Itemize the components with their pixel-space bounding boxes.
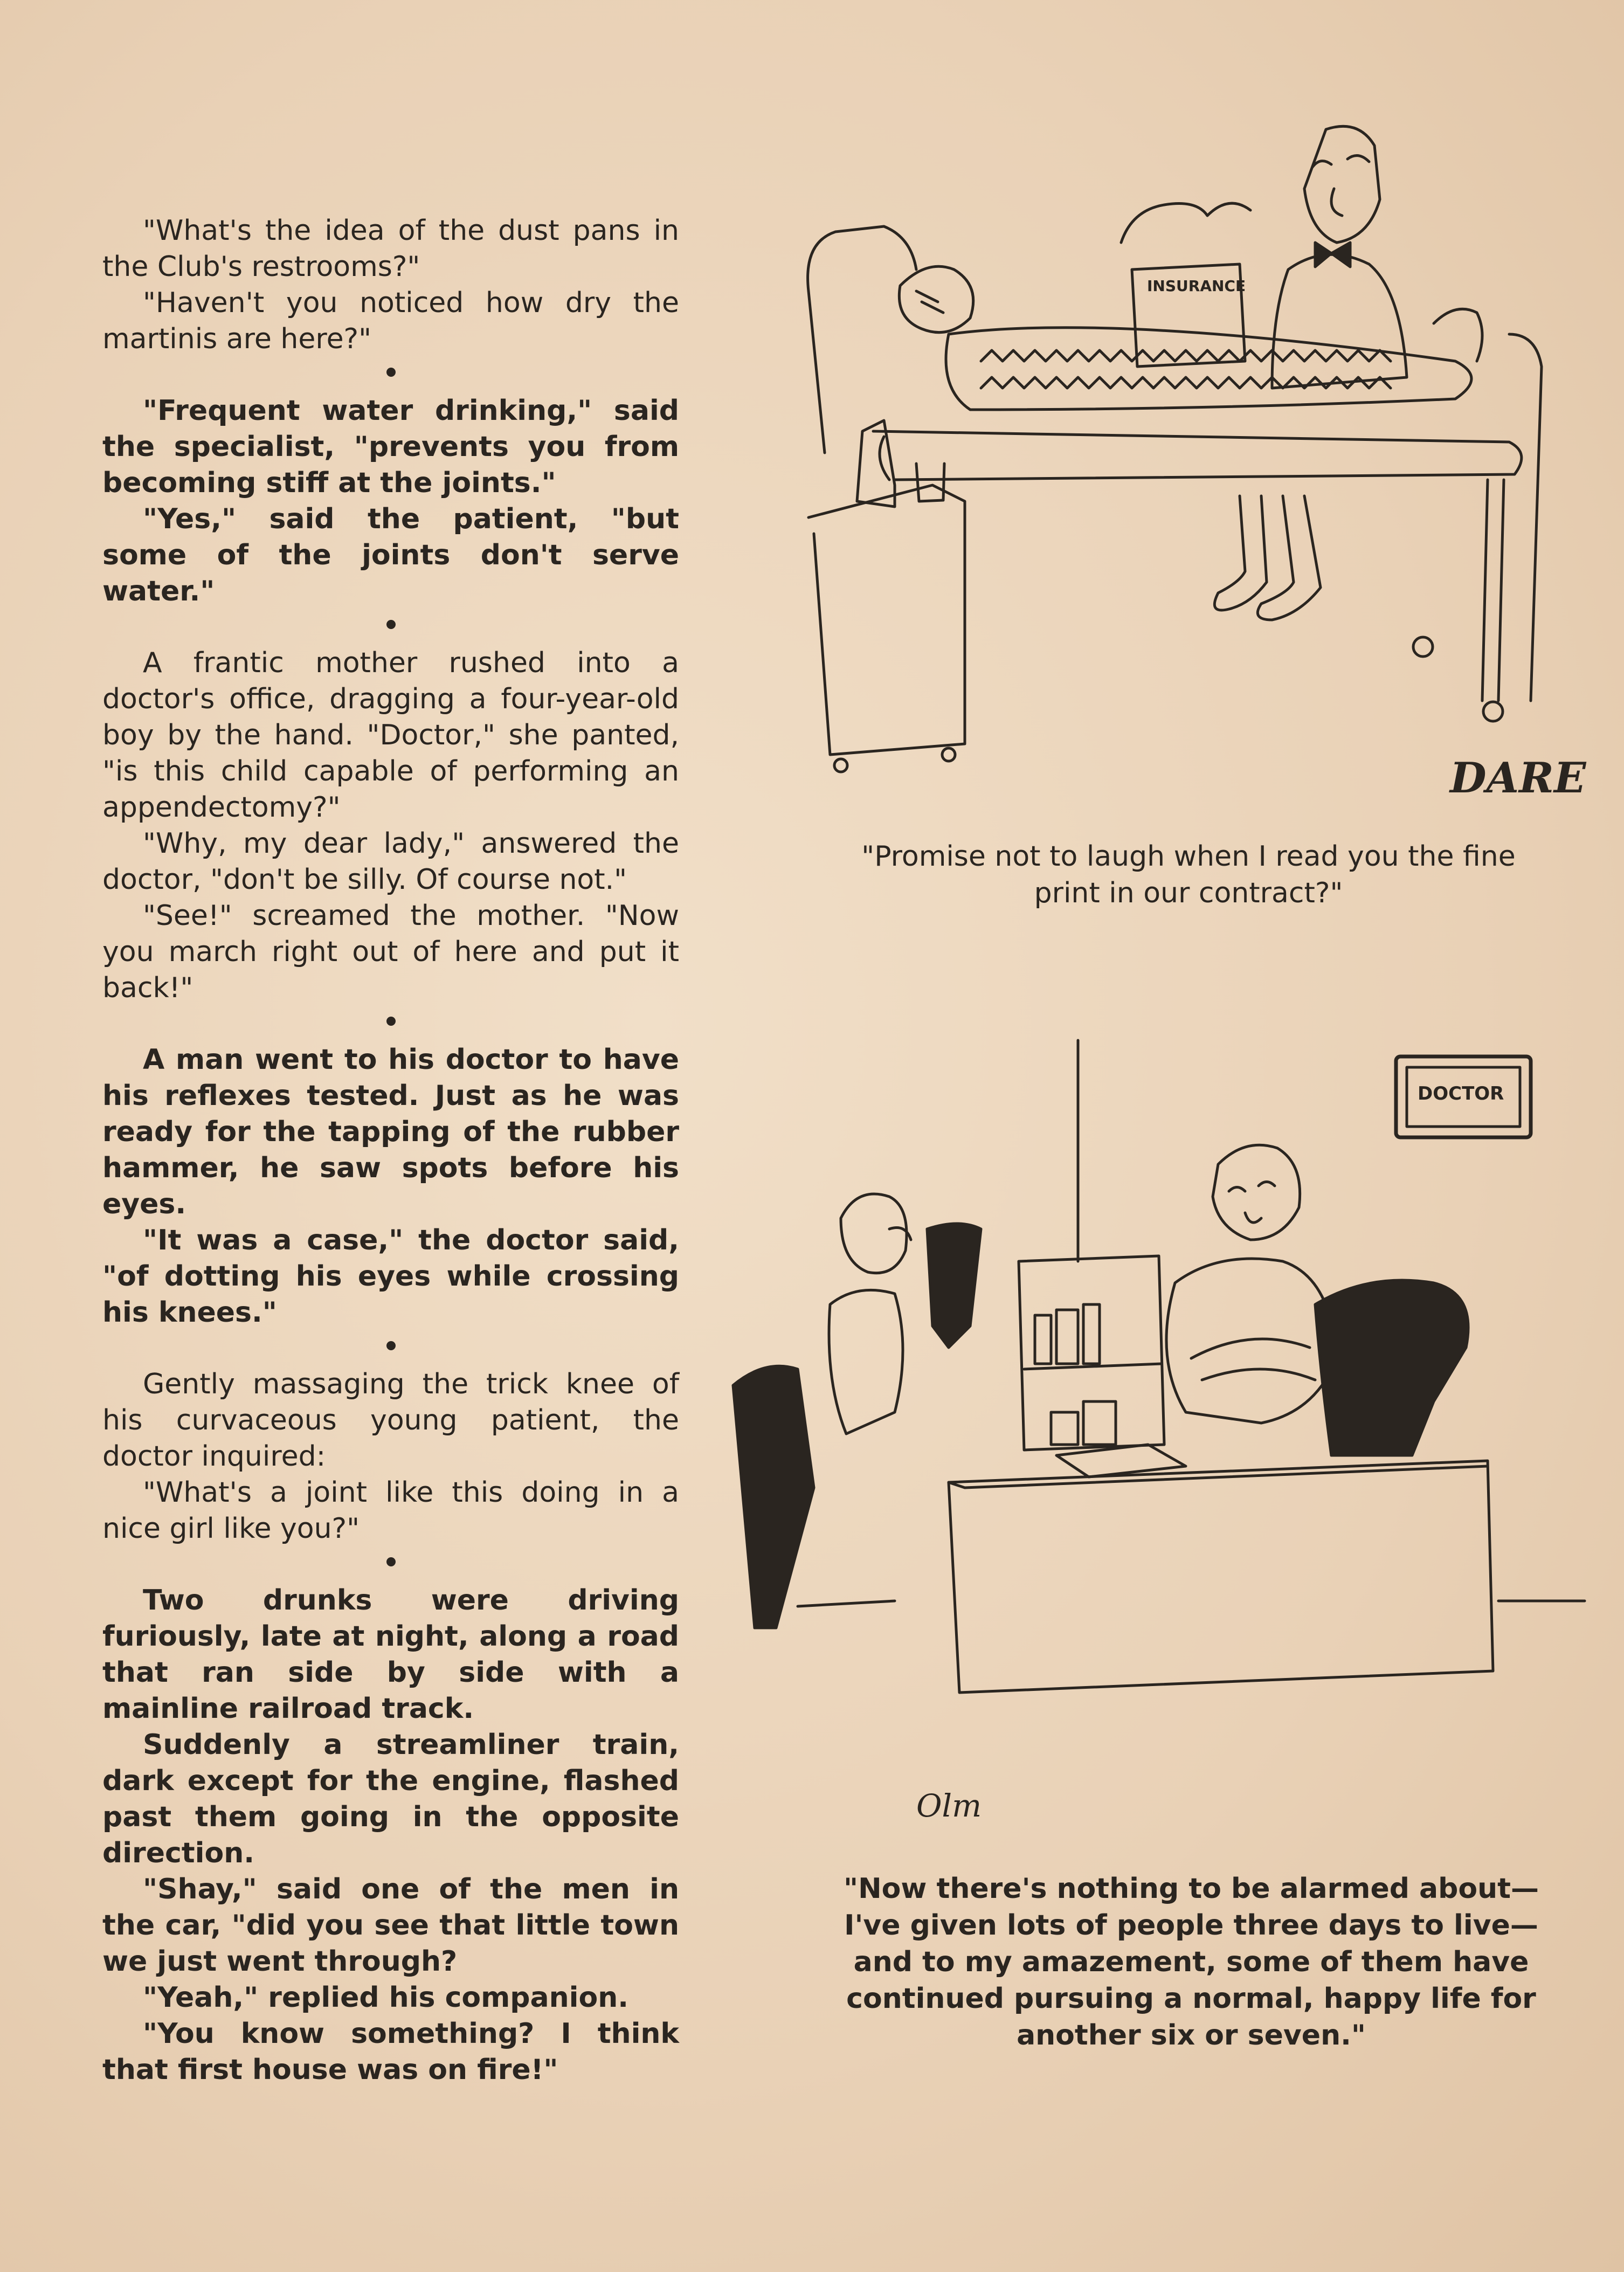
joke-3 <box>102 645 679 1006</box>
joke-paragraph: "See!" screamed the mother. "Now you march right out of here and put it back!" <box>102 900 679 1004</box>
joke-paragraph: Gently massaging the trick knee of his curvaceous young patient, the doctor inquired: <box>102 1368 679 1473</box>
joke-paragraph: "Yes," said the patient, "but some of the joints don't serve water." <box>102 503 679 607</box>
joke-paragraph: "What's the idea of the dust pans in the Club's restrooms?" <box>102 215 679 283</box>
cartoon-doctor-desk <box>733 1024 1590 1849</box>
joke-paragraph: Two drunks were driving furiously, late at night, along a road that ran side by side with a mainline railroad track. <box>102 1584 679 1725</box>
joke-paragraph: Suddenly a streamliner train, dark except for the engine, flashed past them going in the opposite direction. <box>102 1729 679 1869</box>
cartoon2-caption: "Now there's nothing to be alarmed about—I've given lots of people three days to live—and to my amazement, some of them have continued pursuing a normal, happy life for another six or seven." <box>844 1873 1539 2052</box>
joke-paragraph: "Shay," said one of the men in the car, "did you see that little town we just went through? <box>102 1873 679 1978</box>
joke-column <box>102 213 679 2088</box>
joke-6 <box>102 1583 679 2088</box>
cartoon1-caption: "Promise not to laugh when I read you the fine print in our contract?" <box>861 840 1516 909</box>
separator-bullet <box>386 1017 396 1026</box>
separator-bullet <box>386 1557 396 1566</box>
joke-paragraph: A frantic mother rushed into a doctor's office, dragging a four-year-old boy by the hand. "Doctor," she panted, "is this child capable of performing an appendectomy?" <box>102 647 679 824</box>
doctor-sign-text: DOCTOR <box>1418 1083 1504 1104</box>
joke-paragraph: "Frequent water drinking," said the specialist, "prevents you from becoming stiff at the joints." <box>102 395 679 499</box>
joke-5 <box>102 1366 679 1547</box>
joke-paragraph: "Yeah," replied his companion. <box>143 1981 628 2014</box>
separator-bullet <box>386 368 396 377</box>
cartoon1-signature: DARE <box>1450 754 1586 803</box>
cartoon-insurance-agent <box>787 108 1586 830</box>
insurance-sign-text: INSURANCE <box>1147 277 1246 295</box>
joke-paragraph: "Haven't you noticed how dry the martinis are here?" <box>102 287 679 355</box>
joke-4 <box>102 1042 679 1331</box>
joke-paragraph: A man went to his doctor to have his reflexes tested. Just as he was ready for the tapping of the rubber hammer, he saw spots before his eyes. <box>102 1044 679 1220</box>
joke-paragraph: "You know something? I think that first house was on fire!" <box>102 2018 679 2086</box>
joke-1 <box>102 213 679 357</box>
cartoon2-signature: Olm <box>916 1787 982 1824</box>
joke-paragraph: "Why, my dear lady," answered the doctor, "don't be silly. Of course not." <box>102 827 679 896</box>
separator-bullet <box>386 620 396 629</box>
joke-paragraph: "What's a joint like this doing in a nice girl like you?" <box>102 1476 679 1545</box>
separator-bullet <box>386 1341 396 1350</box>
joke-paragraph: "It was a case," the doctor said, "of dotting his eyes while crossing his knees." <box>102 1224 679 1329</box>
joke-2 <box>102 393 679 610</box>
